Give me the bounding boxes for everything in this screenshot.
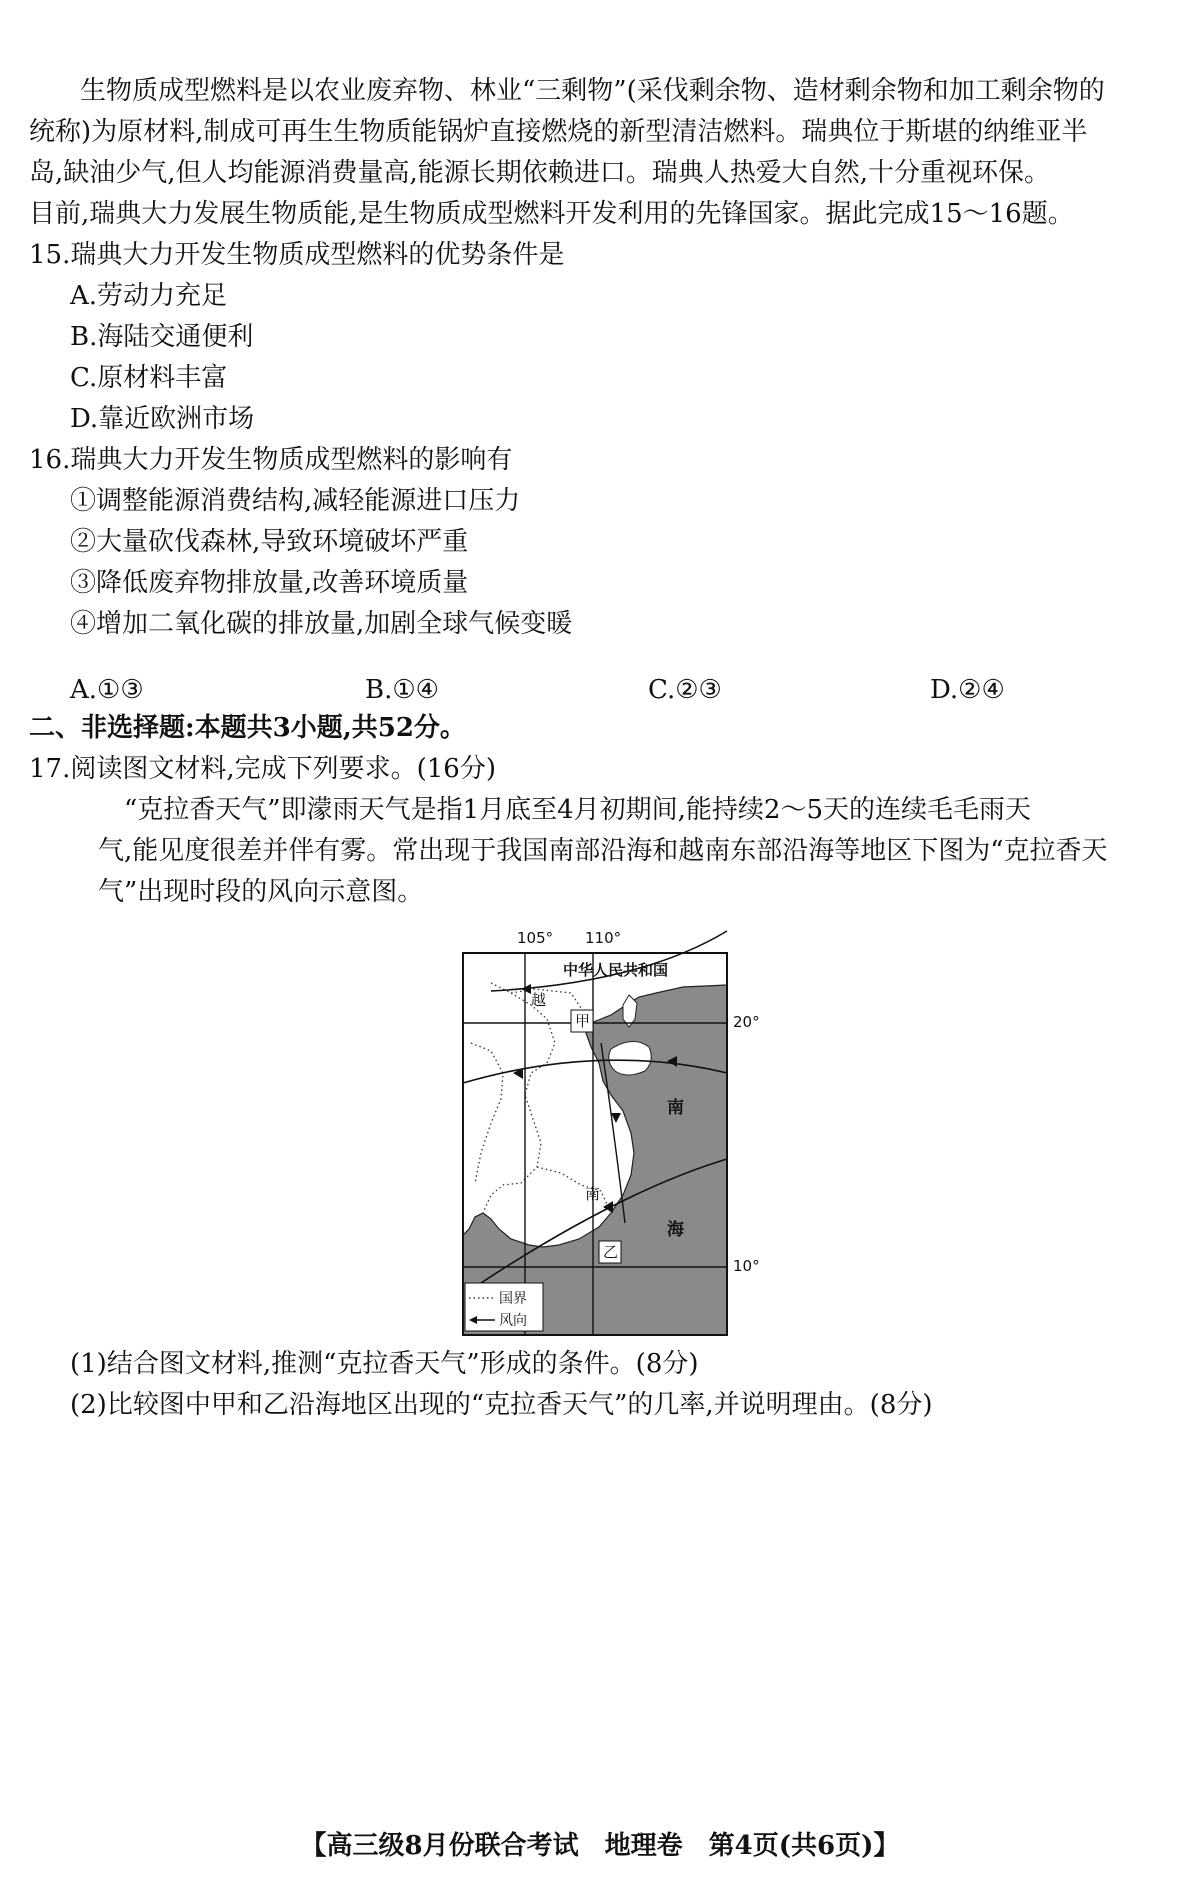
- lon-label-110: 110°: [585, 929, 622, 947]
- wind-direction-map: [451, 923, 760, 1335]
- section-2-title: 二、非选择题:本题共3小题,共52分。: [29, 713, 466, 743]
- label-yi: 乙: [603, 1243, 619, 1261]
- q15-option-c: C.原材料丰富: [70, 363, 228, 393]
- legend-border-label: 国界: [499, 1291, 527, 1307]
- q17-sub-1: (1)结合图文材料,推测“克拉香天气”形成的条件。(8分): [70, 1349, 699, 1379]
- q15-stem: 15.瑞典大力开发生物质成型燃料的优势条件是: [29, 240, 565, 270]
- label-hai: 海: [667, 1220, 684, 1240]
- q16-item-4: ④增加二氧化碳的排放量,加剧全球气候变暖: [70, 609, 573, 639]
- q17-para-line-2: 气,能见度很差并伴有雾。常出现于我国南部沿海和越南东部沿海等地区下图为“克拉香天: [98, 836, 1108, 866]
- intro-line-4: 目前,瑞典大力发展生物质能,是生物质成型燃料开发利用的先锋国家。据此完成15～16题。: [29, 199, 1074, 229]
- q16-choice-d: D.②④: [930, 675, 1005, 705]
- q15-option-d: D.靠近欧洲市场: [70, 404, 255, 434]
- q15-option-b: B.海陆交通便利: [70, 322, 254, 352]
- q17-para-line-1: “克拉香天气”即濛雨天气是指1月底至4月初期间,能持续2～5天的连续毛毛雨天: [124, 795, 1032, 825]
- q16-choice-b: B.①④: [365, 675, 439, 705]
- label-yue: 越: [531, 991, 547, 1009]
- label-china: 中华人民共和国: [563, 961, 669, 979]
- q16-item-1: ①调整能源消费结构,减轻能源进口压力: [70, 486, 521, 516]
- label-nan-land: 南: [585, 1185, 601, 1203]
- hainan-island: [609, 1041, 652, 1075]
- label-nan-sea: 南: [667, 1098, 684, 1118]
- lon-label-105: 105°: [517, 929, 554, 947]
- lat-label-10: 10°: [733, 1257, 760, 1275]
- q16-stem: 16.瑞典大力开发生物质成型燃料的影响有: [29, 445, 513, 475]
- q16-choice-a: A.①③: [70, 675, 144, 705]
- intro-line-2: 统称)为原材料,制成可再生生物质能锅炉直接燃烧的新型清洁燃料。瑞典位于斯堪的纳维亚半: [29, 117, 1088, 147]
- intro-line-3: 岛,缺油少气,但人均能源消费量高,能源长期依赖进口。瑞典人热爱大自然,十分重视环保。: [29, 158, 1051, 188]
- q16-item-3: ③降低废弃物排放量,改善环境质量: [70, 568, 469, 598]
- lat-label-20: 20°: [733, 1013, 760, 1031]
- q15-option-a: A.劳动力充足: [70, 281, 228, 311]
- legend-wind-label: 风向: [499, 1313, 527, 1329]
- q17-para-line-3: 气”出现时段的风向示意图。: [98, 877, 424, 907]
- page-footer: 【高三级8月份联合考试 地理卷 第4页(共6页)】: [300, 1831, 900, 1861]
- q17-sub-2: (2)比较图中甲和乙沿海地区出现的“克拉香天气”的几率,并说明理由。(8分): [70, 1390, 933, 1420]
- q16-choice-c: C.②③: [648, 675, 722, 705]
- label-jia: 甲: [575, 1012, 591, 1030]
- q16-item-2: ②大量砍伐森林,导致环境破坏严重: [70, 527, 469, 557]
- q17-stem: 17.阅读图文材料,完成下列要求。(16分): [29, 754, 496, 784]
- intro-line-1: 生物质成型燃料是以农业废弃物、林业“三剩物”(采伐剩余物、造材剩余物和加工剩余物的: [80, 76, 1105, 106]
